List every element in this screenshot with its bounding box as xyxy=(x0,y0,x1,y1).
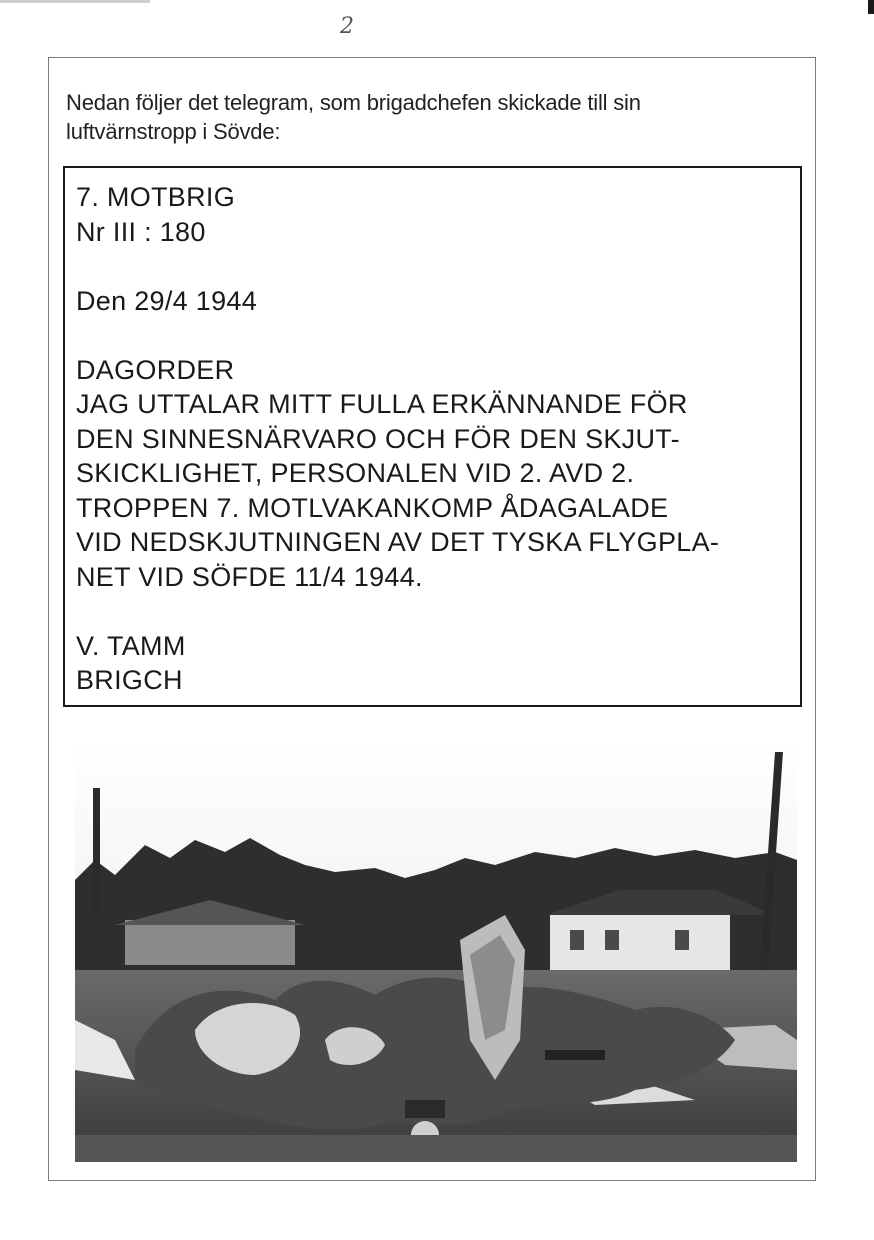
house-left xyxy=(125,920,295,965)
spacer xyxy=(76,594,800,629)
window xyxy=(605,930,619,950)
scan-edge-mark-right xyxy=(868,0,874,14)
spacer xyxy=(76,318,800,353)
telegram-box xyxy=(63,166,802,707)
telegram-body-line: TROPPEN 7. MOTLVAKANKOMP ÅDAGALADE xyxy=(76,492,669,523)
telegram-unit: 7. MOTBRIG xyxy=(76,182,236,212)
intro-paragraph: Nedan följer det telegram, som brigadchefen skickade till sin luftvärnstropp i Sövde: xyxy=(66,90,641,144)
window xyxy=(570,930,584,950)
telegram-body-line: JAG UTTALAR MITT FULLA ERKÄNNANDE FÖR xyxy=(76,389,688,419)
telegram-body-line: VID NEDSKJUTNINGEN AV DET TYSKA FLYGPLA- xyxy=(76,527,720,557)
telegram-reference: Nr III : 180 xyxy=(76,216,206,247)
telegram-body-line: SKICKLIGHET, PERSONALEN VID 2. AVD 2. xyxy=(76,458,635,488)
telegram-heading: DAGORDER xyxy=(76,354,235,385)
telegram-body-line: DEN SINNESNÄRVARO OCH FÖR DEN SKJUT- xyxy=(76,423,680,454)
signature-title: BRIGCH xyxy=(76,665,183,695)
photo-image xyxy=(75,740,797,1162)
debris xyxy=(545,1050,605,1060)
foreground xyxy=(75,1135,797,1162)
debris xyxy=(405,1100,445,1118)
page-number: 2 xyxy=(340,14,354,39)
scan-edge-mark xyxy=(0,0,150,3)
wreck-photograph xyxy=(75,740,797,1162)
telegram-body-line: NET VID SÖFDE 11/4 1944. xyxy=(76,561,423,592)
spacer xyxy=(76,249,800,284)
telegram-date: Den 29/4 1944 xyxy=(76,285,258,316)
window xyxy=(675,930,689,950)
pole-left xyxy=(93,788,100,908)
signature-name: V. TAMM xyxy=(76,630,186,661)
